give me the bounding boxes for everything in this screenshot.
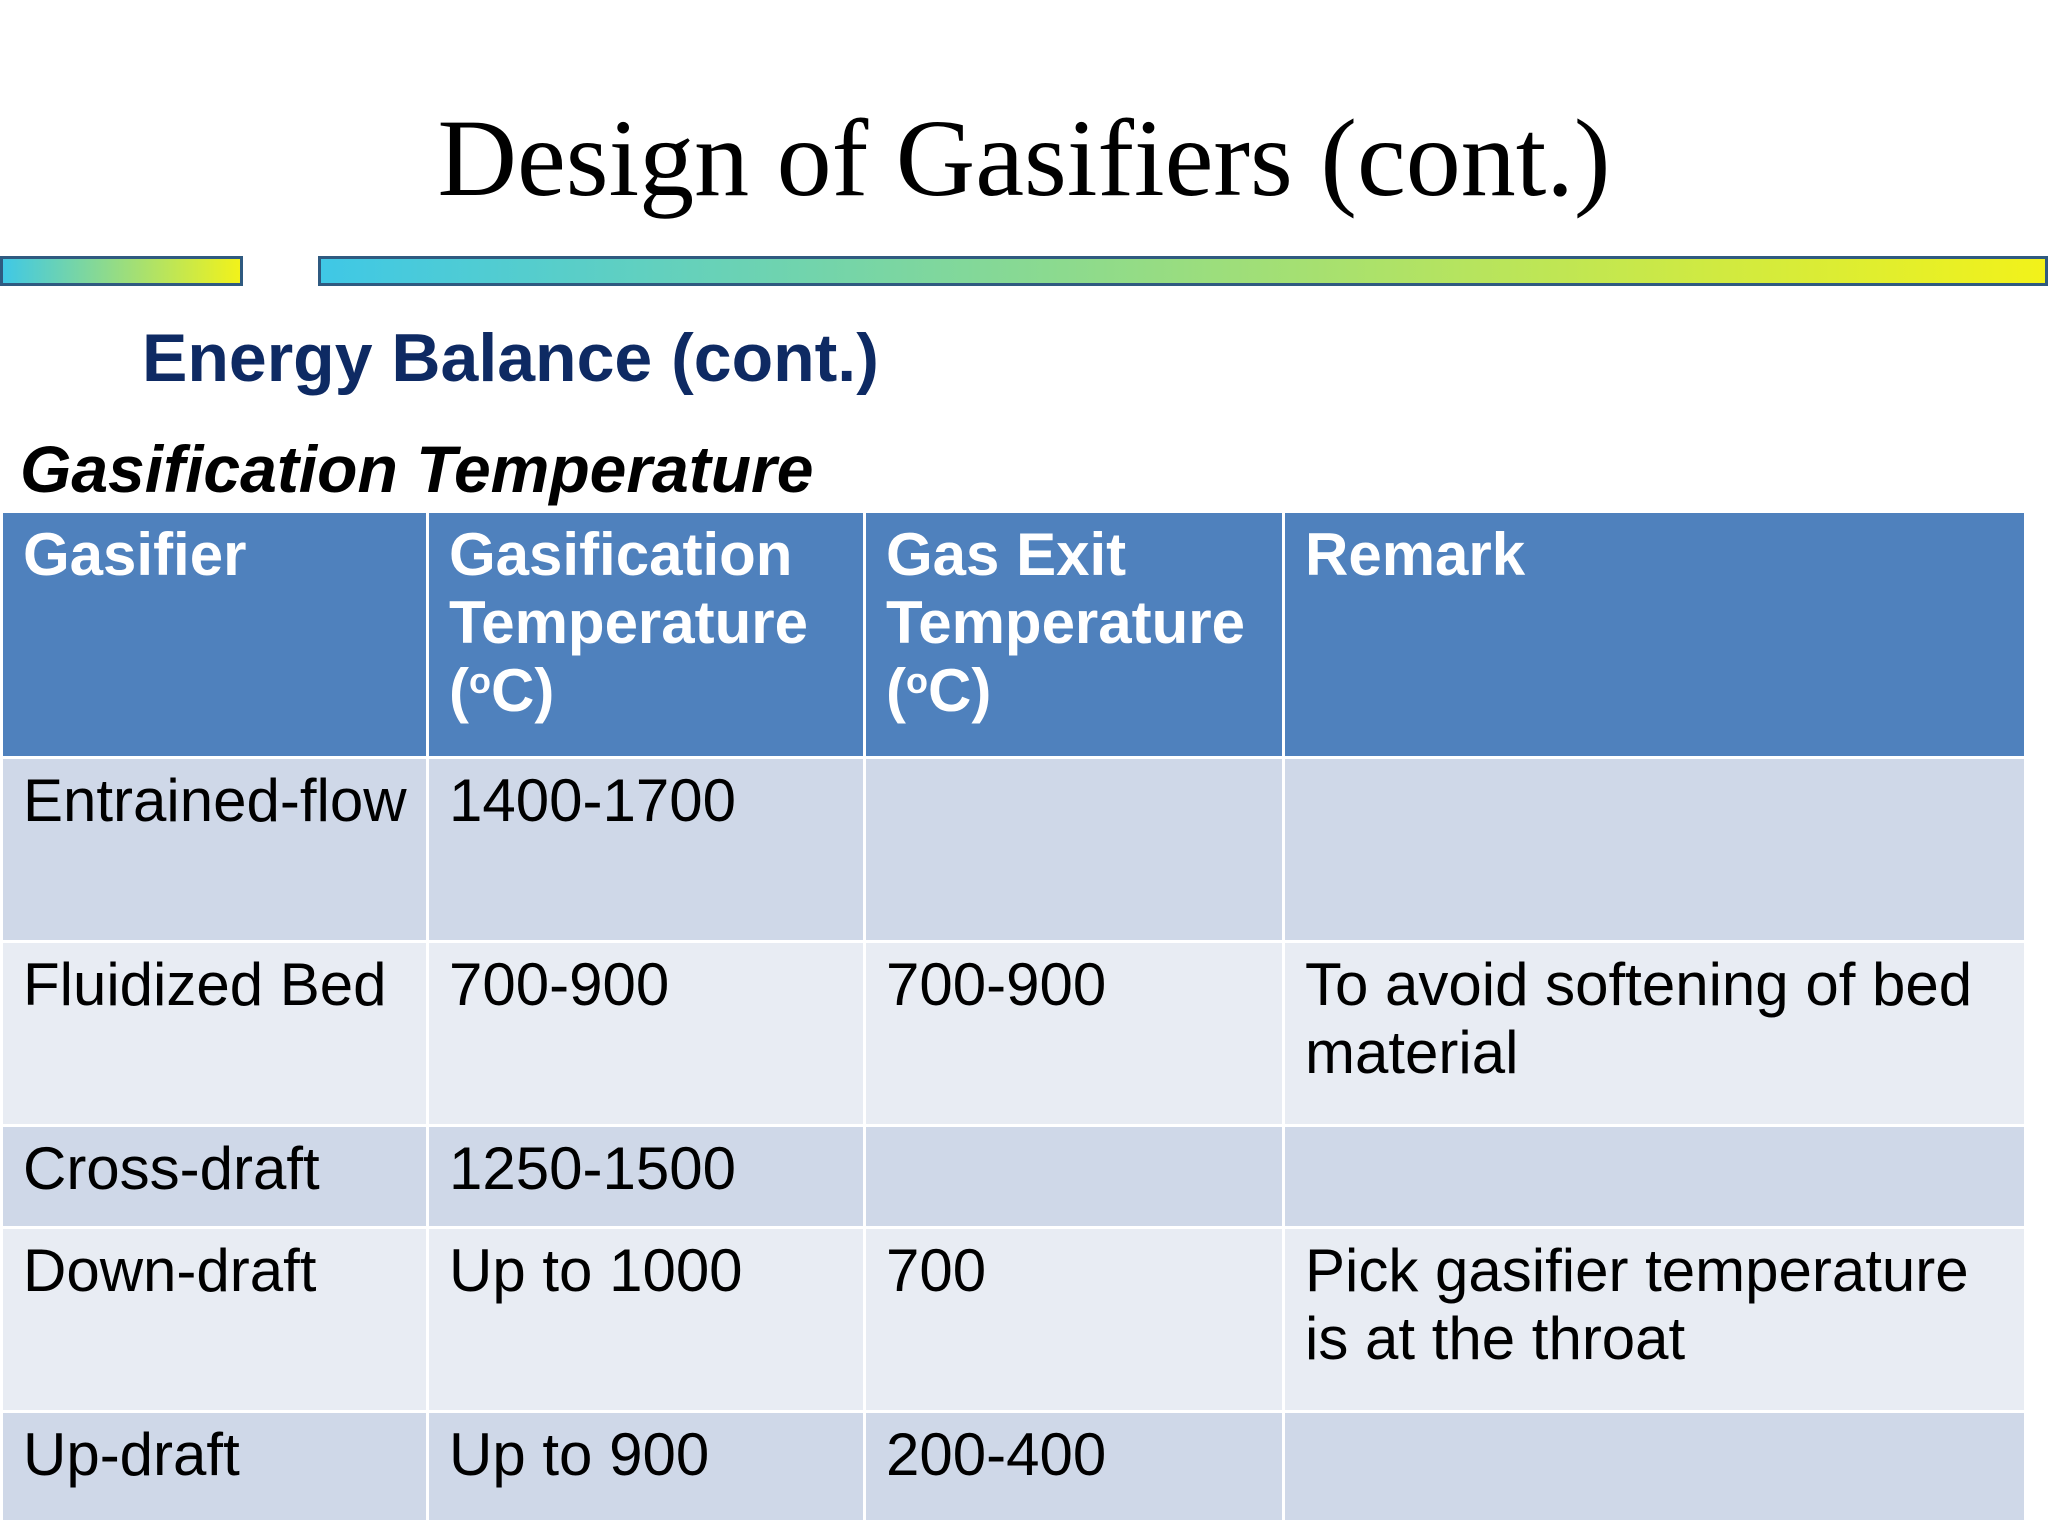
cell-gasifier: Up-draft [2, 1412, 428, 1522]
table-row [2, 1126, 2026, 1228]
slide-title: Design of Gasifiers (cont.) [437, 97, 1611, 219]
gasifier-temperature-table [0, 510, 2027, 1523]
cell-gasifier: Fluidized Bed [2, 942, 428, 1126]
cell-gasification-temperature: 1250-1500 [428, 1126, 865, 1228]
decorative-bar-right [318, 256, 2048, 286]
cell-gas-exit-temperature [865, 1126, 1284, 1228]
table-row [2, 758, 2026, 942]
header-gasification-temperature [428, 512, 865, 758]
table-header-row [2, 512, 2026, 758]
cell-gasification-temperature: 700-900 [428, 942, 865, 1126]
cell-gasification-temperature: 1400-1700 [428, 758, 865, 942]
table-row [2, 1412, 2026, 1522]
cell-gasifier: Down-draft [2, 1228, 428, 1412]
header-gas-exit-temperature [865, 512, 1284, 758]
cell-gasifier: Cross-draft [2, 1126, 428, 1228]
header-unit: ($^o$C) [886, 657, 992, 724]
table-row [2, 942, 2026, 1126]
cell-remark [1284, 1126, 2026, 1228]
cell-gas-exit-temperature: 700-900 [865, 942, 1284, 1126]
header-remark: Remark [1284, 512, 2026, 758]
cell-gas-exit-temperature [865, 758, 1284, 942]
header-unit: ($^o$C) [449, 657, 555, 724]
cell-gas-exit-temperature: 700 [865, 1228, 1284, 1412]
section-heading: Gasification Temperature [20, 432, 814, 506]
header-gas-exit-temperature-label: Gas Exit Temperature [886, 521, 1246, 656]
cell-remark [1284, 758, 2026, 942]
header-gasifier: Gasifier [2, 512, 428, 758]
cell-remark: To avoid softening of bed material [1284, 942, 2026, 1126]
cell-remark [1284, 1412, 2026, 1522]
slide-subtitle: Energy Balance (cont.) [142, 320, 879, 396]
table-row [2, 1228, 2026, 1412]
cell-gasifier: Entrained-flow [2, 758, 428, 942]
cell-gasification-temperature: Up to 1000 [428, 1228, 865, 1412]
cell-remark: Pick gasifier temperature is at the throat [1284, 1228, 2026, 1412]
cell-gas-exit-temperature: 200-400 [865, 1412, 1284, 1522]
header-gasification-temperature-label: Gasification Temperature [449, 521, 809, 656]
decorative-bar-left [0, 256, 243, 286]
cell-gasification-temperature: Up to 900 [428, 1412, 865, 1522]
